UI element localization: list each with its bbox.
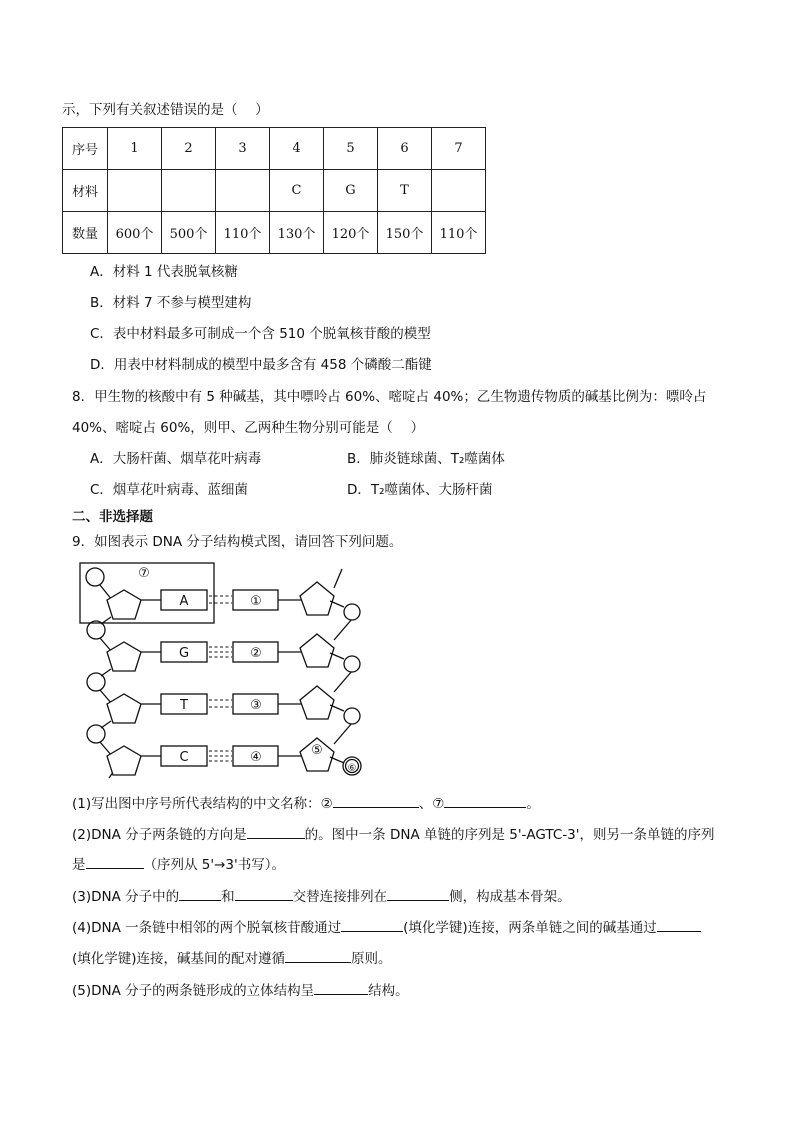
base-label: G [178, 646, 190, 661]
q7-option-a: A．材料 1 代表脱氧核糖 [90, 264, 238, 280]
table-cell: 7 [432, 128, 486, 170]
table-cell: 2 [162, 128, 216, 170]
q9-sub4-line2: (填化学键)连接，碱基间的配对遵循 原则。 [72, 948, 392, 969]
table-cell [432, 170, 486, 212]
deoxyribose-pentagon [107, 590, 141, 619]
q8-stem-line2: 40%、嘧啶占 60%，则甲、乙两种生物分别可能是（ ） [72, 420, 425, 436]
q7-option-d: D．用表中材料制成的模型中最多含有 458 个磷酸二酯键 [90, 357, 432, 373]
table-cell: T [378, 170, 432, 212]
label-2: ② [250, 646, 262, 661]
q9-sub1: (1)写出图中序号所代表结构的中文名称：② 、⑦ 。 [72, 793, 540, 814]
answer-blank[interactable] [86, 854, 144, 869]
table-cell [108, 170, 162, 212]
deoxyribose-pentagon [300, 634, 334, 667]
answer-blank[interactable] [179, 886, 221, 901]
phosphate-circle [344, 656, 360, 672]
deoxyribose-pentagon [300, 582, 334, 615]
table-material-label: 材料 [63, 170, 108, 212]
answer-blank[interactable] [285, 948, 351, 963]
label-3: ③ [250, 698, 262, 713]
table-cell [162, 170, 216, 212]
q8-option-a: A．大肠杆菌、烟草花叶病毒 [90, 451, 262, 467]
label-7: ⑦ [138, 566, 150, 581]
q9-sub5: (5)DNA 分子的两条链形成的立体结构呈 结构。 [72, 980, 409, 1001]
phosphate-circle [344, 708, 360, 724]
label-4: ④ [250, 750, 262, 765]
label-1: ① [250, 594, 262, 609]
table-cell: 6 [378, 128, 432, 170]
table-cell: G [324, 170, 378, 212]
table-cell: 1 [108, 128, 162, 170]
base-label: C [179, 750, 189, 765]
materials-table [62, 127, 486, 254]
deoxyribose-pentagon [107, 746, 141, 775]
table-cell [216, 170, 270, 212]
table-cell: 120个 [324, 212, 378, 254]
deoxyribose-pentagon [300, 686, 334, 719]
table-cell: 500个 [162, 212, 216, 254]
table-cell: 110个 [432, 212, 486, 254]
table-row-count [63, 212, 486, 254]
label-6: ⑥ [347, 763, 357, 774]
answer-blank[interactable] [444, 793, 526, 808]
q8-option-d: D．T₂噬菌体、大肠杆菌 [347, 482, 493, 498]
q9-sub3: (3)DNA 分子中的 和 交替连接排列在 侧，构成基本骨架。 [72, 886, 571, 907]
answer-blank[interactable] [314, 980, 368, 995]
table-cell: 110个 [216, 212, 270, 254]
q8-option-b: B．肺炎链球菌、T₂噬菌体 [347, 451, 505, 467]
answer-blank[interactable] [333, 793, 419, 808]
q9-stem: 9．如图表示 DNA 分子结构模式图，请回答下列问题。 [72, 534, 403, 550]
section-title: 二、非选择题 [72, 509, 153, 525]
q9-sub2-line1: (2)DNA 分子两条链的方向是 的。图中一条 DNA 单链的序列是 5'-AGTC-3'，则另一条单链的序列 [72, 824, 714, 845]
q9-sub4-line1: (4)DNA 一条链中相邻的两个脱氧核苷酸通过 (填化学键)连接，两条单链之间的碱基通过 [72, 917, 701, 938]
label-5: ⑤ [311, 743, 323, 758]
q7-stem-tail: 示，下列有关叙述错误的是（ ） [62, 102, 269, 118]
q7-option-b: B．材料 7 不参与模型建构 [90, 295, 252, 311]
q8-stem-line1: 8．甲生物的核酸中有 5 种碱基，其中嘌呤占 60%、嘧啶占 40%；乙生物遗传物质的碱基比例为：嘌呤占 [72, 389, 707, 405]
table-cell: C [270, 170, 324, 212]
q9-sub2-line2: 是 （序列从 5'→3'书写）。 [72, 854, 285, 875]
deoxyribose-pentagon [107, 642, 141, 671]
table-cell: 130个 [270, 212, 324, 254]
table-row-number [63, 128, 486, 170]
answer-blank[interactable] [247, 824, 305, 839]
deoxyribose-pentagon [107, 694, 141, 723]
answer-blank[interactable] [387, 886, 449, 901]
table-cell: 5 [324, 128, 378, 170]
table-cell: 4 [270, 128, 324, 170]
answer-blank[interactable] [341, 917, 403, 932]
table-cell: 150个 [378, 212, 432, 254]
table-row-material [63, 170, 486, 212]
dna-structure-diagram [76, 560, 376, 785]
phosphate-circle [86, 568, 104, 586]
table-cell: 3 [216, 128, 270, 170]
q8-option-c: C．烟草花叶病毒、蓝细菌 [90, 482, 248, 498]
q7-option-c: C．表中材料最多可制成一个含 510 个脱氧核苷酸的模型 [90, 326, 431, 342]
answer-blank[interactable] [235, 886, 293, 901]
table-header-label: 序号 [63, 128, 108, 170]
base-label: A [179, 594, 189, 609]
table-count-label: 数量 [63, 212, 108, 254]
phosphate-circle [344, 604, 360, 620]
answer-blank[interactable] [657, 917, 701, 932]
base-label: T [180, 698, 188, 713]
table-cell: 600个 [108, 212, 162, 254]
